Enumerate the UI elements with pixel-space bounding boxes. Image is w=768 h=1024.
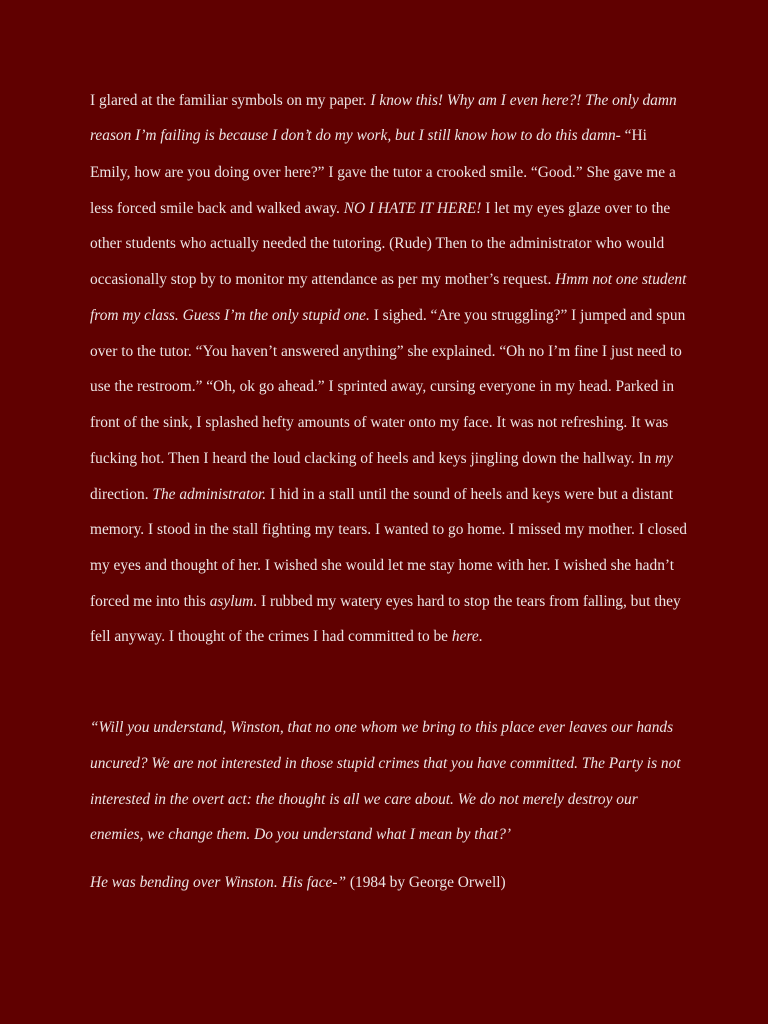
text-run: occasionally stop by to monitor my attendance as per my mother’s request. [90,271,556,288]
story-line [90,234,664,254]
italic-text: I know this! Why am I even here?! The only damn [370,92,677,109]
italic-text: NO I HATE IT HERE! [343,200,482,217]
story-line [90,199,670,219]
quote-line [90,790,638,810]
quote-line [90,754,681,774]
text-run: I glared at the familiar symbols on my paper. [90,92,371,109]
text-run: . I rubbed my watery eyes hard to stop the tears from falling, but they [253,593,681,610]
text-run: forced me into this [90,593,210,610]
italic-text: my [655,450,673,467]
text-run: Emily, how are you doing over here?” I gave the tutor a crooked smile. “Good.” She gave me a [90,164,676,181]
italic-text: “Will you understand, Winston, that no one whom we bring to this place ever leaves our hands [90,719,674,736]
text-run: my eyes and thought of her. I wished she would let me stay home with her. I wished she hadn’t [90,557,675,574]
text-run: less forced smile back and walked away. [90,200,344,217]
story-line [90,126,647,146]
story-line [90,592,681,612]
story-line [90,91,677,111]
story-line [90,413,668,433]
text-run: memory. I stood in the stall fighting my tears. I wanted to go home. I missed my mother. I closed [90,521,687,538]
story-line [90,377,674,397]
story-line [90,306,685,326]
story-line [90,556,674,576]
quote-line [90,825,511,845]
story-line [90,270,686,290]
text-run: direction. [90,486,153,503]
italic-text: The administrator. [152,486,267,503]
story-line [90,342,682,362]
text-run: . [478,628,483,645]
story-line [90,627,483,647]
text-run: fell anyway. I thought of the crimes I had committed to be [90,628,452,645]
story-line [90,163,676,183]
text-run: I let my eyes glaze over to the [481,200,671,217]
story-line [90,520,687,540]
text-run: other students who actually needed the tutoring. (Rude) Then to the administrator who would [90,235,665,252]
italic-text: He was bending over Winston. His face-” [90,874,347,891]
text-run: I hid in a stall until the sound of heels and keys were but a distant [266,486,674,503]
italic-text: asylum [209,593,254,610]
story-line [90,485,673,505]
text-run: I sighed. “Are you struggling?” I jumped and spun [369,307,686,324]
text-run: over to the tutor. “You haven’t answered anything” she explained. “Oh no I’m fine I just need to [90,343,682,360]
story-line [90,449,673,469]
italic-text: here [451,628,479,645]
italic-text: reason I’m failing is because I don’t do my work, but I still know how to do this damn- [90,127,621,144]
text-run: “Hi [620,127,647,144]
italic-text: from my class. Guess I’m the only stupid one. [90,307,370,324]
text-run: fucking hot. Then I heard the loud clacking of heels and keys jingling down the hallway. In [90,450,656,467]
italic-text: enemies, we change them. Do you understand what I mean by that?’ [90,826,512,843]
text-run: use the restroom.” “Oh, ok go ahead.” I sprinted away, cursing everyone in my head. Parked in [90,378,675,395]
quote-attribution [90,873,506,893]
quote-line [90,718,673,738]
italic-text: Hmm not one student [555,271,687,288]
text-run: (1984 by George Orwell) [346,874,506,891]
text-run: front of the sink, I splashed hefty amounts of water onto my face. It was not refreshing. It was [90,414,669,431]
italic-text: interested in the overt act: the thought is all we care about. We do not merely destroy our [90,791,638,808]
italic-text: uncured? We are not interested in those stupid crimes that you have committed. The Party is not [90,755,681,772]
